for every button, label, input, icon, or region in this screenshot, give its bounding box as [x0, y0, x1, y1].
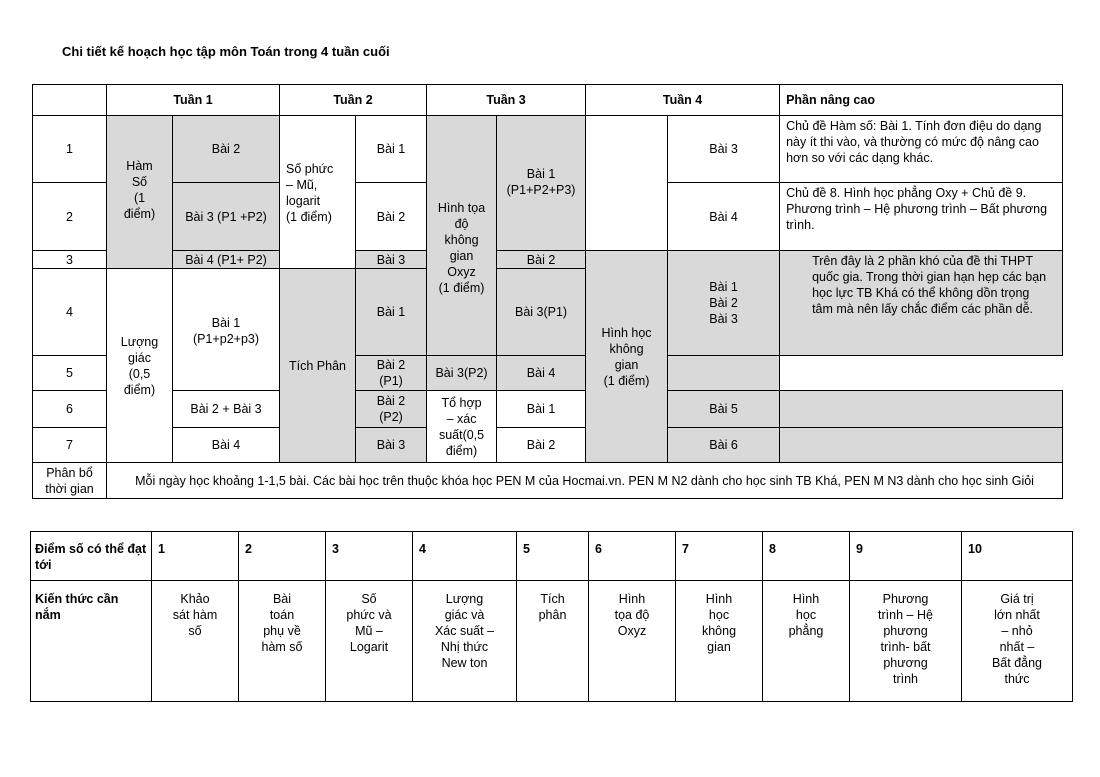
week4-empty — [586, 116, 668, 251]
allocation-row — [33, 463, 1063, 499]
week3-lesson: Bài 2 — [497, 428, 586, 463]
day-number: 6 — [33, 391, 107, 428]
day-number: 1 — [33, 116, 107, 183]
advanced-note-3: Trên đây là 2 phần khó của đề thi THPT quốc gia. Trong thời gian hạn hẹp các bạn học lực TB Khá có thể không dồn trọng tâm mà nên lấy chắc điểm các phần dễ. — [780, 251, 1063, 356]
header-week-4: Tuần 4 — [586, 85, 780, 116]
allocation-text: Mỗi ngày học khoảng 1-1,5 bài. Các bài học trên thuộc khóa học PEN M của Hocmai.vn. PEN M N2 dành cho học sinh TB Khá, PEN M N3 dành cho học sinh Giỏi — [107, 463, 1063, 499]
score-value: 7 — [676, 532, 763, 581]
week4-topic-hinh-hoc: Hình học không gian (1 điểm) — [586, 251, 668, 463]
week1-topic-ham-so: Hàm Số (1 điểm) — [107, 116, 173, 269]
score-value: 6 — [589, 532, 676, 581]
week2-lesson: Bài 2 (P2) — [356, 391, 427, 428]
knowledge-item: Khảo sát hàm số — [152, 581, 239, 702]
score-value: 1 — [152, 532, 239, 581]
week3-topic-oxyz: Hình tọa độ không gian Oxyz (1 điểm) — [427, 116, 497, 356]
week1-lesson: Bài 3 (P1 +P2) — [173, 183, 280, 251]
week2-topic-so-phuc: Số phức – Mũ, logarit (1 điểm) — [280, 116, 356, 269]
week2-topic-tich-phan: Tích Phân — [280, 269, 356, 463]
knowledge-item: Lượng giác và Xác suất – Nhị thức New ton — [413, 581, 517, 702]
advanced-empty — [780, 428, 1063, 463]
table-row — [33, 391, 1063, 428]
study-plan-table — [32, 84, 1063, 499]
score-value: 4 — [413, 532, 517, 581]
score-row — [31, 532, 1073, 581]
advanced-empty — [780, 391, 1063, 428]
day-number: 2 — [33, 183, 107, 251]
week1-lesson: Bài 2 + Bài 3 — [173, 391, 280, 428]
header-week-1: Tuần 1 — [107, 85, 280, 116]
week4-lesson: Bài 1 Bài 2 Bài 3 — [668, 251, 780, 356]
week3-lesson: Bài 3(P1) — [497, 269, 586, 356]
week2-lesson: Bài 1 — [356, 269, 427, 356]
day-number: 3 — [33, 251, 107, 269]
knowledge-item: Bài toán phụ về hàm số — [239, 581, 326, 702]
table-row — [33, 251, 1063, 269]
score-knowledge-table — [30, 531, 1073, 702]
knowledge-item: Phương trình – Hệ phương trình- bất phương trình — [850, 581, 962, 702]
page-title: Chi tiết kế hoạch học tập môn Toán trong 4 tuần cuối — [62, 44, 390, 59]
knowledge-item: Tích phân — [517, 581, 589, 702]
header-advanced: Phần nâng cao — [780, 85, 1063, 116]
week1-lesson: Bài 1 (P1+p2+p3) — [173, 269, 280, 391]
week1-lesson: Bài 4 — [173, 428, 280, 463]
week4-lesson: Bài 3 — [668, 116, 780, 183]
advanced-note-2: Chủ đề 8. Hình học phẳng Oxy + Chủ đề 9. Phương trình – Hệ phương trình – Bất phương trình. — [780, 183, 1063, 251]
advanced-note-1: Chủ đề Hàm số: Bài 1. Tính đơn điệu do dạng này ít thi vào, và thường có mức độ nâng cao hơn so với các dạng khác. — [780, 116, 1063, 183]
knowledge-item: Hình tọa độ Oxyz — [589, 581, 676, 702]
score-value: 5 — [517, 532, 589, 581]
week4-lesson: Bài 6 — [668, 428, 780, 463]
week3-lesson: Bài 2 — [497, 251, 586, 269]
week3-topic-to-hop: Tổ hợp – xác suất(0,5 điểm) — [427, 391, 497, 463]
week3-lesson: Bài 1 — [497, 391, 586, 428]
week1-lesson: Bài 2 — [173, 116, 280, 183]
advanced-empty — [668, 356, 780, 391]
week3-lesson: Bài 3(P2) — [427, 356, 497, 391]
knowledge-item: Giá trị lớn nhất – nhỏ nhất – Bất đẳng thức — [962, 581, 1073, 702]
week2-lesson: Bài 2 — [356, 183, 427, 251]
knowledge-item: Hình học phẳng — [763, 581, 850, 702]
score-value: 10 — [962, 532, 1073, 581]
table-row — [33, 428, 1063, 463]
week1-lesson: Bài 4 (P1+ P2) — [173, 251, 280, 269]
knowledge-item: Số phức và Mũ – Logarit — [326, 581, 413, 702]
knowledge-row — [31, 581, 1073, 702]
week1-topic-luong-giac: Lượng giác (0,5 điểm) — [107, 269, 173, 463]
week3-lesson: Bài 1 (P1+P2+P3) — [497, 116, 586, 251]
table-row — [33, 116, 1063, 183]
week4-lesson: Bài 4 — [668, 183, 780, 251]
knowledge-row-label: Kiến thức cần nắm — [31, 581, 152, 702]
day-number: 4 — [33, 269, 107, 356]
header-week-2: Tuần 2 — [280, 85, 427, 116]
day-number: 7 — [33, 428, 107, 463]
week2-lesson: Bài 1 — [356, 116, 427, 183]
score-row-label: Điểm số có thể đạt tới — [31, 532, 152, 581]
week4-lesson: Bài 4 — [497, 356, 586, 391]
week2-lesson: Bài 3 — [356, 428, 427, 463]
score-value: 2 — [239, 532, 326, 581]
header-row — [33, 85, 1063, 116]
allocation-label: Phân bổ thời gian — [33, 463, 107, 499]
day-number: 5 — [33, 356, 107, 391]
week2-lesson: Bài 3 — [356, 251, 427, 269]
week4-lesson: Bài 5 — [668, 391, 780, 428]
score-value: 8 — [763, 532, 850, 581]
header-week-3: Tuần 3 — [427, 85, 586, 116]
week2-lesson: Bài 2 (P1) — [356, 356, 427, 391]
knowledge-item: Hình học không gian — [676, 581, 763, 702]
score-value: 3 — [326, 532, 413, 581]
header-cell-blank — [33, 85, 107, 116]
score-value: 9 — [850, 532, 962, 581]
